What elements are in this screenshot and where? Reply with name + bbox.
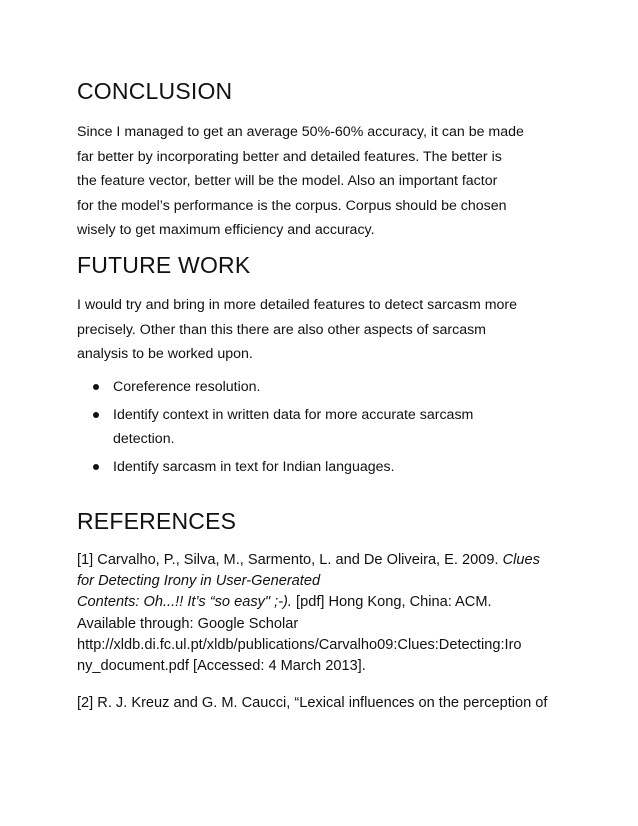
bullet-icon [93,384,99,390]
list-item [77,403,567,452]
text-line [77,550,572,571]
ref-title-italic: Contents: Oh...!! It’s “so easy" ;-). [77,594,292,611]
text-line: the feature vector, better will be the model. Also an important factor [77,173,498,189]
ref-title-italic: for Detecting Irony in User-Generated [77,573,321,590]
section-heading-conclusion: CONCLUSION [77,78,233,104]
text-line: ny_document.pdf [Accessed: 4 March 2013]. [77,658,366,675]
text-line: for the model’s performance is the corpus. Corpus should be chosen [77,197,507,214]
section-heading-future-work: FUTURE WORK [77,252,251,278]
text-line: [2] R. J. Kreuz and G. M. Caucci, “Lexical influences on the perception of [77,695,548,711]
text-line: analysis to be worked upon. [77,346,253,362]
reference-item-2 [77,693,572,714]
ref-text: [1] Carvalho, P., Silva, M., Sarmento, L. and De Oliveira, E. 2009. [77,552,503,568]
text-line: Coreference resolution. [113,379,261,395]
reference-url: http://xldb.di.fc.ul.pt/xldb/publications/Carvalho09:Clues:Detecting:Iro [77,636,522,653]
text-line: Available through: Google Scholar [77,615,299,632]
text-line: Identify sarcasm in text for Indian languages. [113,458,395,475]
ref-title-italic: Clues [502,552,540,568]
text-line: far better by incorporating better and detailed features. The better is [77,148,502,165]
conclusion-paragraph [77,120,567,243]
ref-text: [pdf] Hong Kong, China: ACM. [291,594,492,611]
future-work-bullet-list [77,375,567,482]
section-heading-references: REFERENCES [77,508,237,534]
list-item [77,455,567,480]
text-line: precisely. Other than this there are also other aspects of sarcasm [77,321,486,338]
text-line: detection. [113,431,175,447]
future-work-paragraph [77,293,567,367]
text-line: Since I managed to get an average 50%-60% accuracy, it can be made [77,124,524,140]
bullet-icon [93,412,99,418]
text-line: Identify context in written data for more accurate sarcasm [113,406,474,423]
reference-item-1 [77,550,572,677]
bullet-icon [93,464,99,470]
text-line: I would try and bring in more detailed features to detect sarcasm more [77,297,518,313]
text-line [77,592,572,613]
text-line: wisely to get maximum efficiency and accuracy. [77,222,375,238]
list-item [77,375,567,400]
